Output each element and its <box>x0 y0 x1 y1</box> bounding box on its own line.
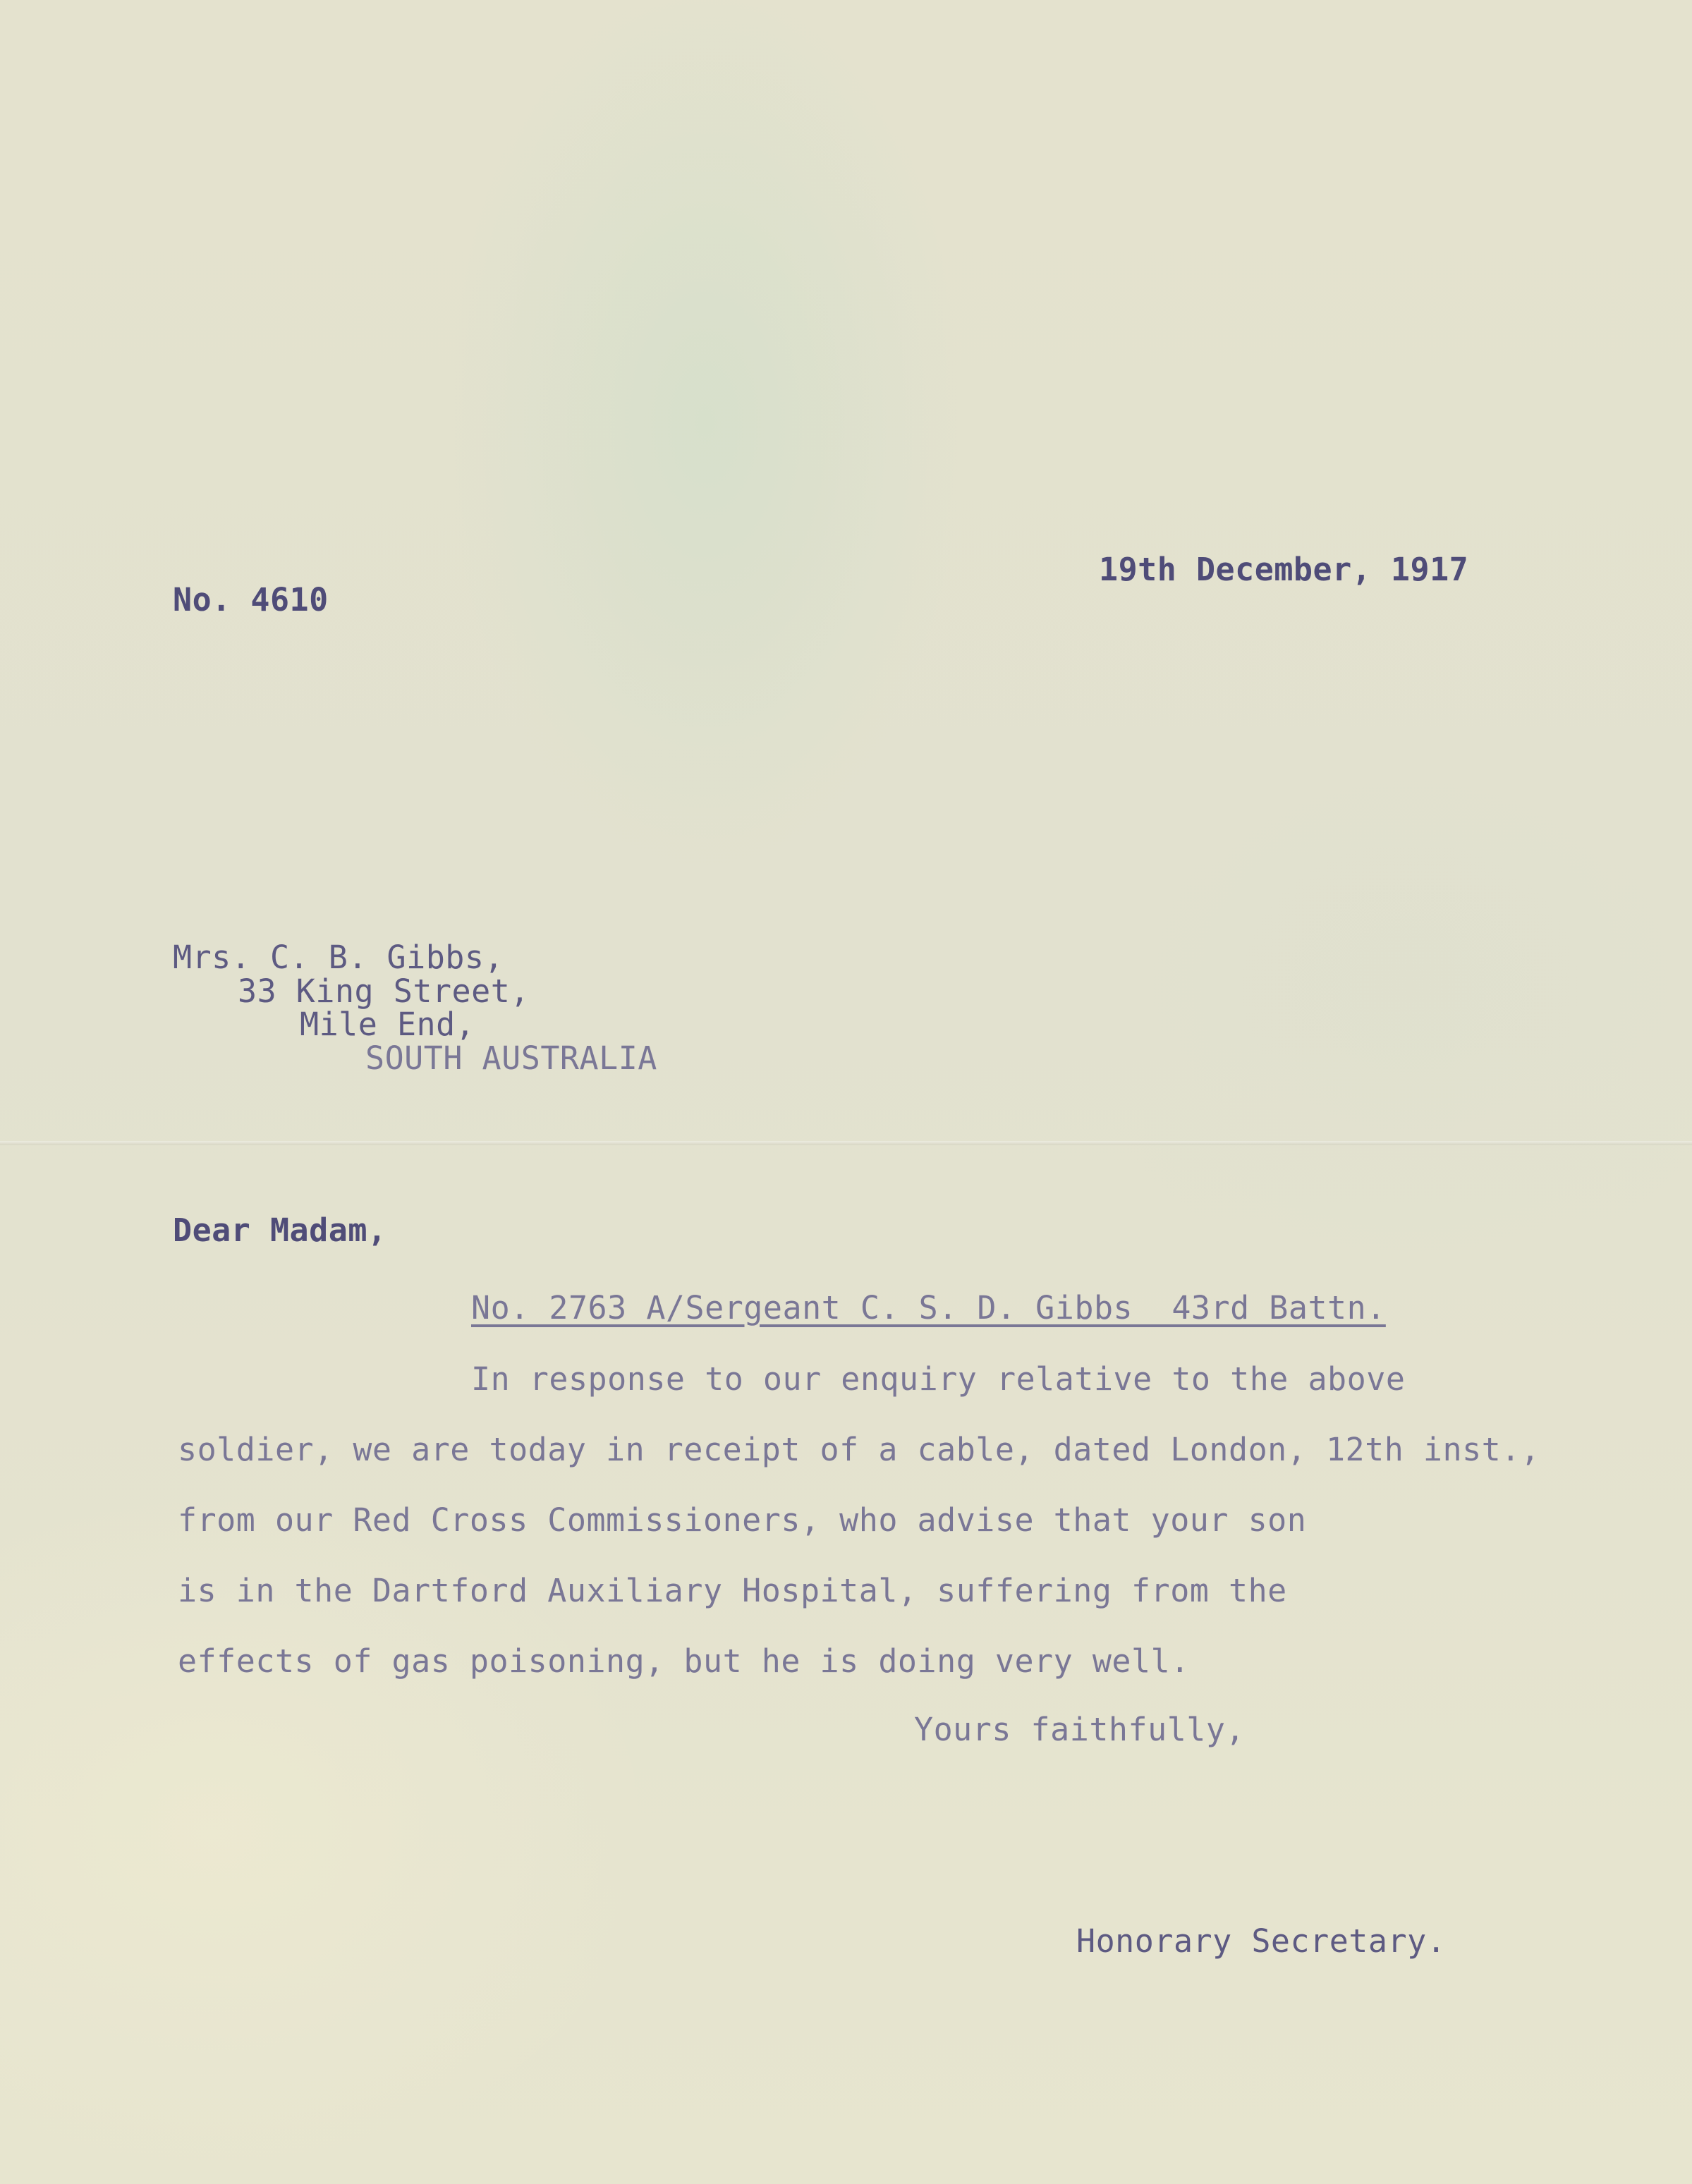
recipient-street: 33 King Street, <box>238 972 530 1010</box>
reference-number: No. 4610 <box>173 581 329 618</box>
letter-date: 19th December, 1917 <box>1099 551 1469 588</box>
body-line: soldier, we are today in receipt of a cable, dated London, 12th inst., <box>178 1431 1540 1468</box>
subject-line: No. 2763 A/Sergeant C. S. D. Gibbs 43rd Battn. <box>471 1289 1386 1326</box>
body-line: effects of gas poisoning, but he is doing very well. <box>178 1642 1190 1680</box>
closing: Yours faithfully, <box>914 1711 1246 1748</box>
body-line: is in the Dartford Auxiliary Hospital, suffering from the <box>178 1572 1287 1609</box>
signature-title: Honorary Secretary. <box>1076 1922 1447 1960</box>
recipient-name: Mrs. C. B. Gibbs, <box>173 939 504 976</box>
body-line: In response to our enquiry relative to the above <box>471 1360 1406 1398</box>
salutation: Dear Madam, <box>173 1212 387 1249</box>
paper-fold-crease <box>0 1141 1692 1145</box>
recipient-state: SOUTH AUSTRALIA <box>365 1039 657 1077</box>
body-line: from our Red Cross Commissioners, who advise that your son <box>178 1501 1307 1539</box>
recipient-suburb: Mile End, <box>300 1006 475 1043</box>
